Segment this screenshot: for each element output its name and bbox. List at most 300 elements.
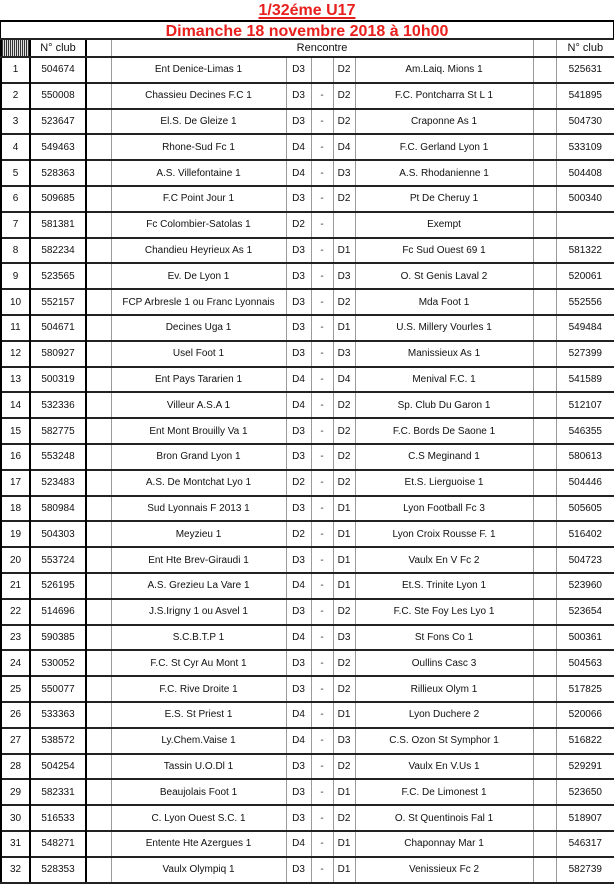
home-club-number: 523565 <box>30 263 86 289</box>
spacer-left <box>86 573 111 599</box>
versus-separator: - <box>311 186 333 212</box>
table-row <box>1 728 614 754</box>
away-division: D2 <box>333 650 355 676</box>
row-number: 12 <box>1 341 30 367</box>
spacer-right <box>533 392 556 418</box>
versus-separator: - <box>311 263 333 289</box>
spacer-right <box>533 134 556 160</box>
versus-separator: - <box>311 418 333 444</box>
away-division: D4 <box>333 367 355 393</box>
home-team: E.S. St Priest 1 <box>111 702 286 728</box>
home-division: D4 <box>286 702 311 728</box>
versus-separator: - <box>311 831 333 857</box>
home-team: Bron Grand Lyon 1 <box>111 444 286 470</box>
home-division: D3 <box>286 650 311 676</box>
away-team: Oullins Casc 3 <box>355 650 533 676</box>
away-team: Pt De Cheruy 1 <box>355 186 533 212</box>
home-club-number: 580927 <box>30 341 86 367</box>
versus-separator: - <box>311 392 333 418</box>
spacer-right <box>533 728 556 754</box>
row-number: 30 <box>1 805 30 831</box>
row-number: 20 <box>1 547 30 573</box>
away-division: D3 <box>333 341 355 367</box>
home-division: D4 <box>286 392 311 418</box>
table-header-row <box>1 39 614 57</box>
versus-separator: - <box>311 470 333 496</box>
table-row <box>1 573 614 599</box>
home-division: D4 <box>286 831 311 857</box>
spacer-left <box>86 263 111 289</box>
table-row <box>1 599 614 625</box>
home-team: Meyzieu 1 <box>111 521 286 547</box>
table-row <box>1 702 614 728</box>
home-division: D4 <box>286 625 311 651</box>
home-division: D3 <box>286 341 311 367</box>
table-row <box>1 625 614 651</box>
away-division: D1 <box>333 573 355 599</box>
home-club-number: 504303 <box>30 521 86 547</box>
spacer-left <box>86 470 111 496</box>
away-division: D1 <box>333 857 355 883</box>
away-division: D3 <box>333 625 355 651</box>
versus-separator: - <box>311 650 333 676</box>
home-club-number: 580984 <box>30 496 86 522</box>
away-club-number: 582739 <box>556 857 614 883</box>
table-row <box>1 676 614 702</box>
spacer-left <box>86 676 111 702</box>
table-row <box>1 547 614 573</box>
spacer-left <box>86 289 111 315</box>
row-number: 17 <box>1 470 30 496</box>
away-division: D3 <box>333 728 355 754</box>
versus-separator <box>311 57 333 83</box>
table-row <box>1 57 614 83</box>
spacer-right <box>533 57 556 83</box>
spacer-left <box>86 728 111 754</box>
away-club-number: 516822 <box>556 728 614 754</box>
home-club-number: 504671 <box>30 315 86 341</box>
row-number: 24 <box>1 650 30 676</box>
away-team: Vaulx En V Fc 2 <box>355 547 533 573</box>
away-club-number: 505605 <box>556 496 614 522</box>
away-division: D2 <box>333 186 355 212</box>
home-team: Sud Lyonnais F 2013 1 <box>111 496 286 522</box>
home-team: A.S. De Montchat Lyo 1 <box>111 470 286 496</box>
row-number: 13 <box>1 367 30 393</box>
spacer-left <box>86 650 111 676</box>
versus-separator: - <box>311 676 333 702</box>
home-club-number: 504254 <box>30 754 86 780</box>
table-row <box>1 289 614 315</box>
spacer-left <box>86 212 111 238</box>
table-row <box>1 470 614 496</box>
spacer-right <box>533 573 556 599</box>
home-team: Ent Pays Tararien 1 <box>111 367 286 393</box>
away-team: A.S. Rhodanienne 1 <box>355 160 533 186</box>
home-club-number: 550077 <box>30 676 86 702</box>
spacer-right <box>533 186 556 212</box>
home-division: D3 <box>286 83 311 109</box>
spacer-right <box>533 702 556 728</box>
spacer-right <box>533 238 556 264</box>
away-team: F.C. Gerland Lyon 1 <box>355 134 533 160</box>
row-number: 5 <box>1 160 30 186</box>
match-date-title <box>0 20 614 40</box>
spacer-right <box>533 547 556 573</box>
spacer-left <box>86 315 111 341</box>
away-club-number: 580613 <box>556 444 614 470</box>
spacer-right <box>533 599 556 625</box>
spacer-left <box>86 857 111 883</box>
home-division: D3 <box>286 496 311 522</box>
away-team: Craponne As 1 <box>355 109 533 135</box>
spacer-left <box>86 109 111 135</box>
home-division: D2 <box>286 521 311 547</box>
home-team: Ly.Chem.Vaise 1 <box>111 728 286 754</box>
home-division: D3 <box>286 315 311 341</box>
spacer-left <box>86 831 111 857</box>
away-club-number: 552556 <box>556 289 614 315</box>
header-spacer-left <box>86 39 111 57</box>
home-division: D3 <box>286 805 311 831</box>
home-team: Chassieu Decines F.C 1 <box>111 83 286 109</box>
away-club-number: 504408 <box>556 160 614 186</box>
away-team: Lyon Football Fc 3 <box>355 496 533 522</box>
table-row <box>1 418 614 444</box>
versus-separator: - <box>311 625 333 651</box>
row-number: 26 <box>1 702 30 728</box>
home-team: C. Lyon Ouest S.C. 1 <box>111 805 286 831</box>
spacer-left <box>86 444 111 470</box>
home-club-number: 581381 <box>30 212 86 238</box>
home-division: D4 <box>286 367 311 393</box>
away-club-number: 541895 <box>556 83 614 109</box>
versus-separator: - <box>311 289 333 315</box>
home-club-number: 582234 <box>30 238 86 264</box>
home-club-number: 523647 <box>30 109 86 135</box>
row-number: 19 <box>1 521 30 547</box>
home-division: D3 <box>286 109 311 135</box>
away-team: Exempt <box>355 212 533 238</box>
home-club-number-header: N° club <box>30 39 86 57</box>
table-row <box>1 238 614 264</box>
spacer-right <box>533 109 556 135</box>
table-row <box>1 392 614 418</box>
spacer-right <box>533 521 556 547</box>
away-club-number <box>556 212 614 238</box>
row-number: 31 <box>1 831 30 857</box>
spacer-right <box>533 212 556 238</box>
spacer-left <box>86 160 111 186</box>
away-club-number: 520061 <box>556 263 614 289</box>
home-division: D4 <box>286 134 311 160</box>
away-club-number: 504446 <box>556 470 614 496</box>
home-team: Ent Mont Brouilly Va 1 <box>111 418 286 444</box>
row-number: 28 <box>1 754 30 780</box>
away-division: D2 <box>333 444 355 470</box>
table-row <box>1 831 614 857</box>
home-division: D3 <box>286 444 311 470</box>
home-division: D3 <box>286 418 311 444</box>
away-club-number: 512107 <box>556 392 614 418</box>
home-team: Usel Foot 1 <box>111 341 286 367</box>
row-number: 3 <box>1 109 30 135</box>
versus-separator: - <box>311 238 333 264</box>
table-row <box>1 754 614 780</box>
home-club-number: 533363 <box>30 702 86 728</box>
away-team: F.C. De Limonest 1 <box>355 779 533 805</box>
home-club-number: 548271 <box>30 831 86 857</box>
row-number: 14 <box>1 392 30 418</box>
home-team: Decines Uga 1 <box>111 315 286 341</box>
away-club-number: 541589 <box>556 367 614 393</box>
spacer-left <box>86 367 111 393</box>
home-club-number: 532336 <box>30 392 86 418</box>
home-division: D2 <box>286 470 311 496</box>
versus-separator: - <box>311 444 333 470</box>
fixtures-table <box>0 38 614 884</box>
table-row <box>1 341 614 367</box>
away-team: U.S. Millery Vourles 1 <box>355 315 533 341</box>
spacer-left <box>86 779 111 805</box>
spacer-right <box>533 857 556 883</box>
away-club-number: 504730 <box>556 109 614 135</box>
away-division: D1 <box>333 496 355 522</box>
spacer-right <box>533 341 556 367</box>
spacer-right <box>533 779 556 805</box>
home-division: D3 <box>286 186 311 212</box>
home-team: FCP Arbresle 1 ou Franc Lyonnais <box>111 289 286 315</box>
home-division: D3 <box>286 599 311 625</box>
row-number: 25 <box>1 676 30 702</box>
spacer-right <box>533 650 556 676</box>
home-team: S.C.B.T.P 1 <box>111 625 286 651</box>
spacer-right <box>533 831 556 857</box>
away-team: Lyon Croix Rousse F. 1 <box>355 521 533 547</box>
away-team: Manissieux As 1 <box>355 341 533 367</box>
spacer-right <box>533 263 556 289</box>
away-division: D3 <box>333 263 355 289</box>
away-team: Chaponnay Mar 1 <box>355 831 533 857</box>
match-date-text: Dimanche 18 novembre 2018 à 10h00 <box>165 23 449 40</box>
away-club-number: 525631 <box>556 57 614 83</box>
table-row <box>1 212 614 238</box>
away-division: D2 <box>333 805 355 831</box>
row-number: 4 <box>1 134 30 160</box>
home-team: A.S. Grezieu La Vare 1 <box>111 573 286 599</box>
away-club-number: 500361 <box>556 625 614 651</box>
versus-separator: - <box>311 109 333 135</box>
spacer-left <box>86 83 111 109</box>
header-spacer-right <box>533 39 556 57</box>
spacer-right <box>533 315 556 341</box>
competition-title-text: 1/32éme U17 <box>258 2 356 19</box>
home-club-number: 504674 <box>30 57 86 83</box>
away-club-number: 527399 <box>556 341 614 367</box>
away-team: Rillieux Olym 1 <box>355 676 533 702</box>
away-team: O. St Genis Laval 2 <box>355 263 533 289</box>
row-number: 27 <box>1 728 30 754</box>
home-club-number: 530052 <box>30 650 86 676</box>
away-club-number: 533109 <box>556 134 614 160</box>
away-club-number: 504563 <box>556 650 614 676</box>
versus-separator: - <box>311 134 333 160</box>
home-team: Rhone-Sud Fc 1 <box>111 134 286 160</box>
away-division: D2 <box>333 109 355 135</box>
home-club-number: 590385 <box>30 625 86 651</box>
spacer-left <box>86 134 111 160</box>
spacer-right <box>533 754 556 780</box>
home-division: D3 <box>286 263 311 289</box>
home-division: D3 <box>286 779 311 805</box>
away-division <box>333 212 355 238</box>
versus-separator: - <box>311 702 333 728</box>
versus-separator: - <box>311 521 333 547</box>
home-club-number: 538572 <box>30 728 86 754</box>
spacer-right <box>533 676 556 702</box>
away-team: St Fons Co 1 <box>355 625 533 651</box>
versus-separator: - <box>311 341 333 367</box>
away-team: Sp. Club Du Garon 1 <box>355 392 533 418</box>
row-number: 16 <box>1 444 30 470</box>
home-division: D4 <box>286 728 311 754</box>
versus-separator: - <box>311 805 333 831</box>
spacer-left <box>86 599 111 625</box>
row-number: 29 <box>1 779 30 805</box>
away-team: Vaulx En V.Us 1 <box>355 754 533 780</box>
home-division: D3 <box>286 238 311 264</box>
home-club-number: 549463 <box>30 134 86 160</box>
spacer-left <box>86 238 111 264</box>
home-club-number: 582331 <box>30 779 86 805</box>
home-team: F.C Point Jour 1 <box>111 186 286 212</box>
home-club-number: 550008 <box>30 83 86 109</box>
row-number: 10 <box>1 289 30 315</box>
home-division: D4 <box>286 160 311 186</box>
away-team: F.C. Ste Foy Les Lyo 1 <box>355 599 533 625</box>
away-club-number: 517825 <box>556 676 614 702</box>
versus-separator: - <box>311 83 333 109</box>
away-club-number: 518907 <box>556 805 614 831</box>
away-division: D3 <box>333 160 355 186</box>
row-number: 1 <box>1 57 30 83</box>
home-club-number: 553248 <box>30 444 86 470</box>
spacer-left <box>86 418 111 444</box>
spacer-left <box>86 547 111 573</box>
away-division: D1 <box>333 238 355 264</box>
away-division: D2 <box>333 418 355 444</box>
table-row <box>1 160 614 186</box>
home-division: D3 <box>286 754 311 780</box>
home-division: D4 <box>286 573 311 599</box>
spacer-left <box>86 341 111 367</box>
spacer-right <box>533 496 556 522</box>
home-club-number: 582775 <box>30 418 86 444</box>
row-number: 8 <box>1 238 30 264</box>
versus-separator: - <box>311 547 333 573</box>
home-division: D3 <box>286 289 311 315</box>
away-division: D2 <box>333 392 355 418</box>
table-row <box>1 857 614 883</box>
away-division: D2 <box>333 57 355 83</box>
away-division: D2 <box>333 289 355 315</box>
spacer-right <box>533 289 556 315</box>
versus-separator: - <box>311 212 333 238</box>
table-row <box>1 521 614 547</box>
home-club-number: 509685 <box>30 186 86 212</box>
home-team: Entente Hte Azergues 1 <box>111 831 286 857</box>
away-club-number-header: N° club <box>556 39 614 57</box>
away-division: D1 <box>333 702 355 728</box>
away-team: F.C. Pontcharra St L 1 <box>355 83 533 109</box>
home-team: Ent Denice-Limas 1 <box>111 57 286 83</box>
spacer-right <box>533 444 556 470</box>
versus-separator: - <box>311 160 333 186</box>
home-club-number: 552157 <box>30 289 86 315</box>
table-row <box>1 444 614 470</box>
spacer-left <box>86 186 111 212</box>
away-club-number: 516402 <box>556 521 614 547</box>
row-number: 21 <box>1 573 30 599</box>
spacer-right <box>533 418 556 444</box>
row-number: 32 <box>1 857 30 883</box>
away-division: D2 <box>333 599 355 625</box>
home-team: J.S.Irigny 1 ou Asvel 1 <box>111 599 286 625</box>
home-team: F.C. St Cyr Au Mont 1 <box>111 650 286 676</box>
spacer-left <box>86 754 111 780</box>
table-row <box>1 109 614 135</box>
away-division: D1 <box>333 547 355 573</box>
away-team: C.S Meginand 1 <box>355 444 533 470</box>
spacer-right <box>533 470 556 496</box>
table-row <box>1 805 614 831</box>
table-row <box>1 779 614 805</box>
spacer-left <box>86 521 111 547</box>
row-number-header <box>1 39 30 57</box>
row-number: 18 <box>1 496 30 522</box>
home-club-number: 516533 <box>30 805 86 831</box>
away-club-number: 520066 <box>556 702 614 728</box>
away-division: D2 <box>333 754 355 780</box>
row-number: 22 <box>1 599 30 625</box>
row-number: 11 <box>1 315 30 341</box>
spacer-left <box>86 496 111 522</box>
spacer-right <box>533 160 556 186</box>
away-division: D1 <box>333 315 355 341</box>
home-team: F.C. Rive Droite 1 <box>111 676 286 702</box>
home-team: Tassin U.O.Dl 1 <box>111 754 286 780</box>
away-team: O. St Quentinois Fal 1 <box>355 805 533 831</box>
away-division: D1 <box>333 779 355 805</box>
row-number: 6 <box>1 186 30 212</box>
away-team: Et.S. Lierguoise 1 <box>355 470 533 496</box>
away-team: F.C. Bords De Saone 1 <box>355 418 533 444</box>
home-club-number: 526195 <box>30 573 86 599</box>
away-club-number: 546317 <box>556 831 614 857</box>
home-team: Ev. De Lyon 1 <box>111 263 286 289</box>
spacer-left <box>86 57 111 83</box>
home-team: Villeur A.S.A 1 <box>111 392 286 418</box>
home-club-number: 523483 <box>30 470 86 496</box>
away-division: D2 <box>333 676 355 702</box>
home-team: Beaujolais Foot 1 <box>111 779 286 805</box>
row-number: 7 <box>1 212 30 238</box>
away-team: Menival F.C. 1 <box>355 367 533 393</box>
home-club-number: 553724 <box>30 547 86 573</box>
table-row <box>1 315 614 341</box>
versus-separator: - <box>311 496 333 522</box>
home-team: Chandieu Heyrieux As 1 <box>111 238 286 264</box>
